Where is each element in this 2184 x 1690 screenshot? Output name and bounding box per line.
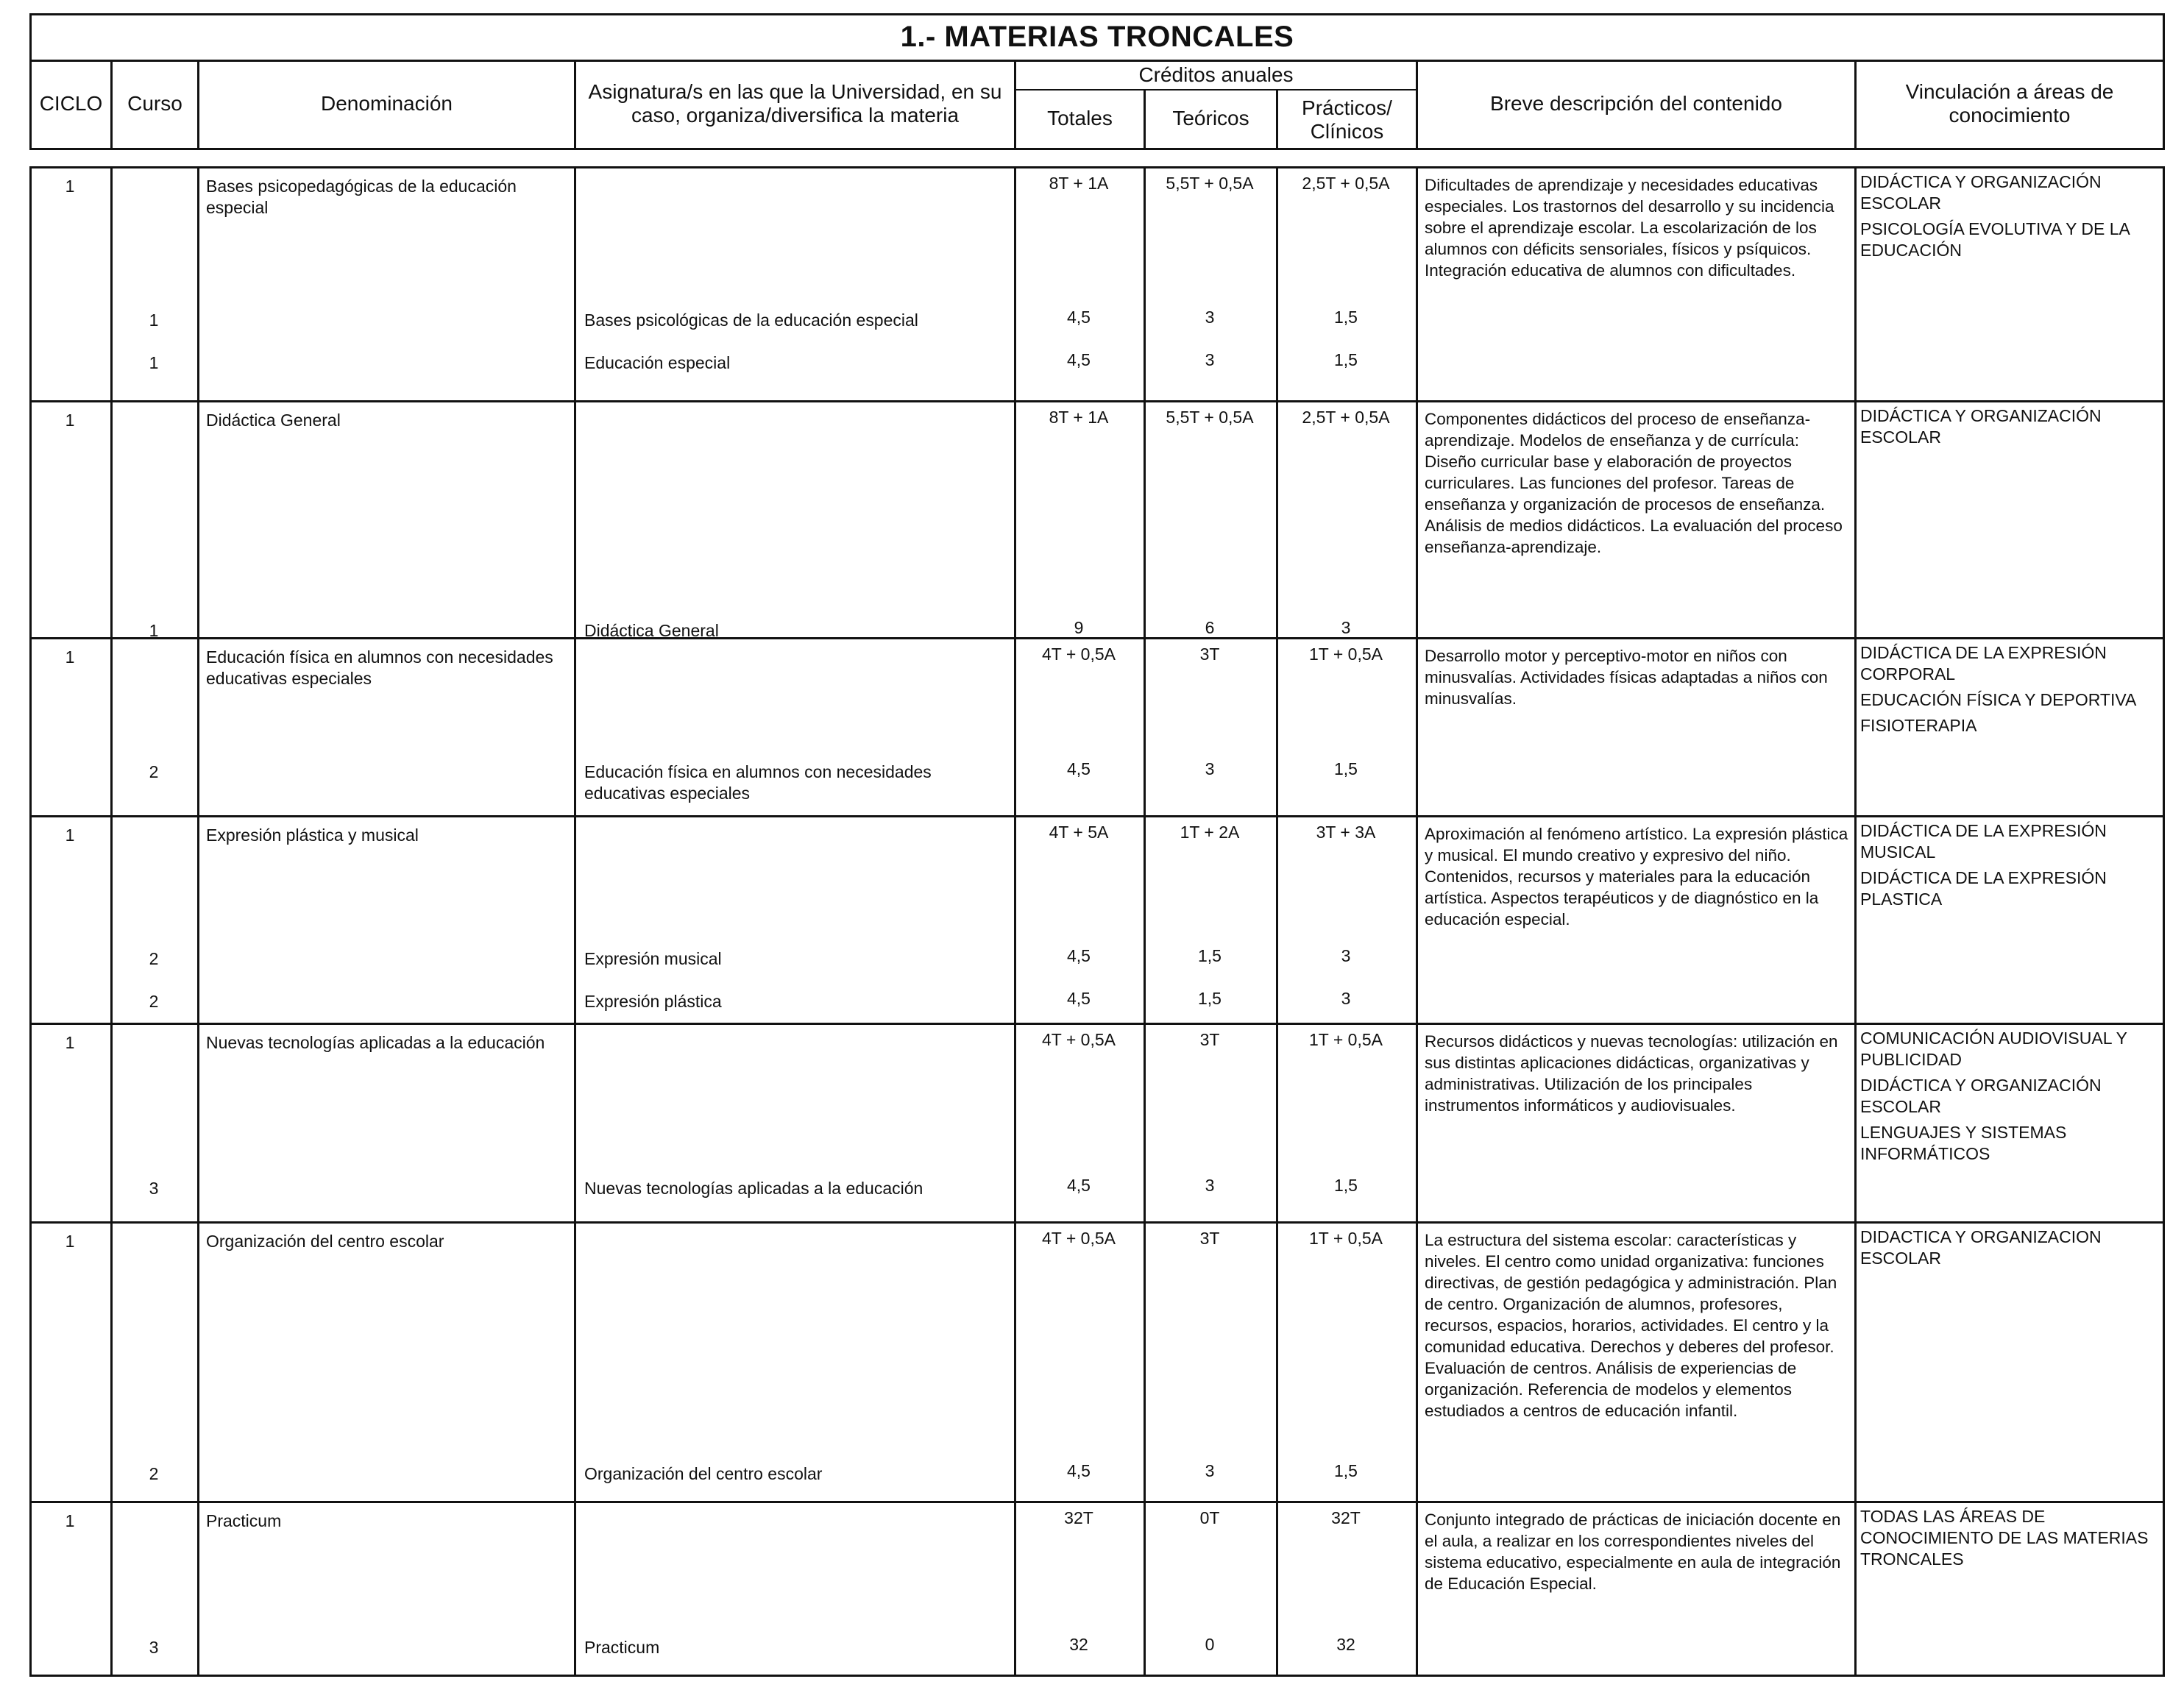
materia-areas xyxy=(1860,171,2162,266)
area-conocimiento: PSICOLOGÍA EVOLUTIVA Y DE LA EDUCACIÓN xyxy=(1860,219,2130,260)
materia-group xyxy=(29,1224,2165,1503)
column-divider xyxy=(1416,168,1418,400)
subject-totales: 4,5 xyxy=(1067,759,1091,778)
column-divider xyxy=(1144,402,1146,637)
column-divider xyxy=(1014,639,1016,815)
column-divider xyxy=(1854,1503,1857,1675)
materia-teoricos: 3T xyxy=(1199,645,1220,664)
materia-group xyxy=(29,402,2165,639)
subject-asignatura: Practicum xyxy=(584,1638,660,1657)
column-divider xyxy=(197,817,199,1023)
area-conocimiento: FISIOTERAPIA xyxy=(1860,716,1977,735)
header-teoricos: Teóricos xyxy=(1146,90,1278,148)
materia-descripcion: Desarrollo motor y perceptivo-motor en niños con minusvalías. Actividades físicas adaptadas a niños con minusvalías. xyxy=(1425,647,1828,708)
materia-ciclo: 1 xyxy=(65,647,75,667)
materia-denominacion: Nuevas tecnologías aplicadas a la educación xyxy=(206,1033,545,1052)
header-creditos: Créditos anuales xyxy=(1016,60,1418,90)
materia-ciclo: 1 xyxy=(65,1511,75,1530)
column-divider xyxy=(110,639,113,815)
column-divider xyxy=(110,402,113,637)
subject-asignatura: Bases psicológicas de la educación especial xyxy=(584,310,918,330)
column-divider xyxy=(29,1025,32,1221)
subject-teoricos: 6 xyxy=(1205,618,1215,637)
materia-descripcion: Aproximación al fenómeno artístico. La expresión plástica y musical. El mundo creativo y expresivo del niño. Contenidos, recursos y materiales para la educación artística. Aspectos terapéuticos y de diagnóstico en la educación especial. xyxy=(1425,825,1848,929)
column-divider xyxy=(1276,402,1278,637)
area-conocimiento: TODAS LAS ÁREAS DE CONOCIMIENTO DE LAS MATERIAS TRONCALES xyxy=(1860,1507,2149,1569)
subject-practicos: 32 xyxy=(1336,1635,1355,1654)
column-divider xyxy=(29,168,32,400)
area-conocimiento: EDUCACIÓN FÍSICA Y DEPORTIVA xyxy=(1860,690,2137,709)
column-divider xyxy=(1416,402,1418,637)
column-divider xyxy=(574,402,576,637)
materia-areas xyxy=(1860,820,2162,915)
subject-teoricos: 3 xyxy=(1205,350,1215,369)
materia-descripcion: Conjunto integrado de prácticas de iniciación docente en el aula, a realizar en los correspondientes niveles del sistema educativo, especialmente en aula de integración de Educación Especial. xyxy=(1425,1510,1841,1593)
materia-group xyxy=(29,1025,2165,1224)
materia-descripcion: Componentes didácticos del proceso de enseñanza-aprendizaje. Modelos de enseñanza y de currícula: Diseño curricular base y elaboración de proyectos curriculares. Las funciones del profesor. Tareas de enseñanza y organización de procesos de enseñanza. Análisis de medios didácticos. La evaluación del proceso enseñanza-aprendizaje. xyxy=(1425,410,1843,556)
materia-areas xyxy=(1860,1226,2162,1274)
column-divider xyxy=(2163,1503,2165,1675)
materia-teoricos: 5,5T + 0,5A xyxy=(1166,174,1254,193)
column-divider xyxy=(197,1503,199,1675)
column-divider xyxy=(1276,639,1278,815)
subject-curso: 1 xyxy=(149,621,159,640)
subject-curso: 2 xyxy=(149,949,159,968)
subject-curso: 1 xyxy=(149,310,159,330)
column-divider xyxy=(29,1224,32,1501)
column-divider xyxy=(2163,1224,2165,1501)
subject-practicos: 1,5 xyxy=(1334,1176,1358,1195)
table-body xyxy=(29,166,2165,1677)
column-divider xyxy=(1276,1224,1278,1501)
materia-denominacion: Organización del centro escolar xyxy=(206,1232,444,1251)
table-header xyxy=(29,13,2165,150)
materia-totales: 8T + 1A xyxy=(1049,408,1109,427)
column-divider xyxy=(2163,1025,2165,1221)
materia-ciclo: 1 xyxy=(65,177,75,196)
column-divider xyxy=(2163,168,2165,400)
column-divider xyxy=(110,1224,113,1501)
materia-teoricos: 5,5T + 0,5A xyxy=(1166,408,1254,427)
subject-practicos: 1,5 xyxy=(1334,308,1358,327)
subject-asignatura: Organización del centro escolar xyxy=(584,1464,823,1483)
column-divider xyxy=(574,1025,576,1221)
subject-teoricos: 0 xyxy=(1205,1635,1215,1654)
materia-group xyxy=(29,1503,2165,1677)
header-vinculacion: Vinculación a áreas de conocimiento xyxy=(1905,80,2114,127)
area-conocimiento: COMUNICACIÓN AUDIOVISUAL Y PUBLICIDAD xyxy=(1860,1029,2127,1069)
column-divider xyxy=(2163,817,2165,1023)
header-ciclo: CICLO xyxy=(32,60,113,148)
materia-teoricos: 3T xyxy=(1199,1229,1220,1248)
subject-teoricos: 1,5 xyxy=(1198,946,1222,965)
area-conocimiento: DIDACTICA Y ORGANIZACION ESCOLAR xyxy=(1860,1227,2102,1268)
materia-denominacion: Didáctica General xyxy=(206,411,341,430)
materia-ciclo: 1 xyxy=(65,1232,75,1251)
column-divider xyxy=(197,168,199,400)
materia-practicos: 1T + 0,5A xyxy=(1309,645,1383,664)
column-divider xyxy=(574,1224,576,1501)
column-divider xyxy=(1854,168,1857,400)
subject-asignatura: Educación física en alumnos con necesidades educativas especiales xyxy=(584,762,932,803)
column-divider xyxy=(1014,402,1016,637)
header-descripcion: Breve descripción del contenido xyxy=(1418,60,1857,148)
header-denominacion: Denominación xyxy=(199,60,576,148)
subject-asignatura: Expresión plástica xyxy=(584,992,722,1011)
column-divider xyxy=(574,639,576,815)
subject-totales: 4,5 xyxy=(1067,989,1091,1008)
materia-areas xyxy=(1860,1506,2162,1574)
column-divider xyxy=(1854,1224,1857,1501)
column-divider xyxy=(1144,1224,1146,1501)
subject-curso: 2 xyxy=(149,992,159,1011)
subject-practicos: 1,5 xyxy=(1334,350,1358,369)
header-curso: Curso xyxy=(113,60,199,148)
materia-totales: 32T xyxy=(1064,1508,1093,1527)
materia-practicos: 1T + 0,5A xyxy=(1309,1030,1383,1049)
column-divider xyxy=(1854,1025,1857,1221)
materia-denominacion: Bases psicopedagógicas de la educación especial xyxy=(206,177,517,217)
materia-group xyxy=(29,639,2165,817)
subject-practicos: 3 xyxy=(1341,989,1351,1008)
subject-totales: 4,5 xyxy=(1067,350,1091,369)
subject-practicos: 3 xyxy=(1341,618,1351,637)
subject-teoricos: 3 xyxy=(1205,308,1215,327)
column-divider xyxy=(1416,1224,1418,1501)
column-divider xyxy=(1854,817,1857,1023)
column-divider xyxy=(1014,1224,1016,1501)
materia-practicos: 32T xyxy=(1331,1508,1361,1527)
subject-asignatura: Expresión musical xyxy=(584,949,722,968)
subject-totales: 4,5 xyxy=(1067,308,1091,327)
materia-group xyxy=(29,817,2165,1025)
subject-totales: 4,5 xyxy=(1067,1461,1091,1480)
subject-curso: 1 xyxy=(149,353,159,372)
column-divider xyxy=(197,639,199,815)
area-conocimiento: DIDÁCTICA Y ORGANIZACIÓN ESCOLAR xyxy=(1860,172,2102,213)
column-divider xyxy=(197,1224,199,1501)
materia-descripcion: Recursos didácticos y nuevas tecnologías: utilización en sus distintas aplicaciones didácticas, organizativas y administrativas. Utilización de los principales instrumentos informáticos y audiovisuales. xyxy=(1425,1032,1838,1115)
subject-totales: 4,5 xyxy=(1067,1176,1091,1195)
subject-totales: 9 xyxy=(1074,618,1084,637)
page-title: 1.- MATERIAS TRONCALES xyxy=(32,15,2163,62)
column-divider xyxy=(29,817,32,1023)
column-divider xyxy=(1416,1503,1418,1675)
subject-curso: 3 xyxy=(149,1638,159,1657)
subject-teoricos: 3 xyxy=(1205,1461,1215,1480)
column-divider xyxy=(197,1025,199,1221)
materia-areas xyxy=(1860,405,2162,452)
subject-asignatura: Educación especial xyxy=(584,353,731,372)
subject-teoricos: 3 xyxy=(1205,759,1215,778)
materia-practicos: 3T + 3A xyxy=(1316,823,1376,842)
materia-denominacion: Expresión plástica y musical xyxy=(206,826,419,845)
materia-denominacion: Practicum xyxy=(206,1511,282,1530)
area-conocimiento: DIDÁCTICA DE LA EXPRESIÓN CORPORAL xyxy=(1860,643,2107,684)
column-divider xyxy=(1416,1025,1418,1221)
subject-asignatura: Didáctica General xyxy=(584,621,719,640)
materia-practicos: 2,5T + 0,5A xyxy=(1302,174,1390,193)
subject-practicos: 1,5 xyxy=(1334,1461,1358,1480)
subject-totales: 32 xyxy=(1069,1635,1088,1654)
materia-areas xyxy=(1860,642,2162,741)
materia-totales: 4T + 5A xyxy=(1049,823,1109,842)
subject-asignatura: Nuevas tecnologías aplicadas a la educación xyxy=(584,1179,923,1198)
column-divider xyxy=(574,168,576,400)
subject-teoricos: 1,5 xyxy=(1198,989,1222,1008)
column-divider xyxy=(1854,639,1857,815)
materia-totales: 4T + 0,5A xyxy=(1042,1030,1116,1049)
materia-denominacion: Educación física en alumnos con necesidades educativas especiales xyxy=(206,647,553,688)
materia-areas xyxy=(1860,1028,2162,1169)
area-conocimiento: DIDÁCTICA Y ORGANIZACIÓN ESCOLAR xyxy=(1860,1076,2102,1116)
materia-totales: 8T + 1A xyxy=(1049,174,1109,193)
area-conocimiento: LENGUAJES Y SISTEMAS INFORMÁTICOS xyxy=(1860,1123,2067,1163)
subject-teoricos: 3 xyxy=(1205,1176,1215,1195)
materia-ciclo: 1 xyxy=(65,1033,75,1052)
area-conocimiento: DIDÁCTICA DE LA EXPRESIÓN MUSICAL xyxy=(1860,821,2107,862)
materia-descripcion: La estructura del sistema escolar: características y niveles. El centro como unidad organizativa: funciones directivas, de gestión pedagógica y administración. Plan de centro. Organización de alumnos, profesores, recursos, espacios, horarios, actividades. El centro y la comunidad educativa. Derechos y deberes del profesor. Evaluación de centros. Análisis de experiencias de organización. Referencia de modelos y elementos estudiados a centros de educación infantil. xyxy=(1425,1231,1837,1420)
header-asignatura: Asignatura/s en las que la Universidad, en su caso, organiza/diversifica la materia xyxy=(576,60,1016,148)
area-conocimiento: DIDÁCTICA Y ORGANIZACIÓN ESCOLAR xyxy=(1860,406,2102,447)
area-conocimiento: DIDÁCTICA DE LA EXPRESIÓN PLASTICA xyxy=(1860,868,2107,909)
materia-ciclo: 1 xyxy=(65,826,75,845)
column-divider xyxy=(2163,639,2165,815)
column-divider xyxy=(1416,639,1418,815)
column-divider xyxy=(1144,639,1146,815)
subject-curso: 3 xyxy=(149,1179,159,1198)
column-divider xyxy=(29,402,32,637)
subject-totales: 4,5 xyxy=(1067,946,1091,965)
column-divider xyxy=(574,1503,576,1675)
materia-practicos: 2,5T + 0,5A xyxy=(1302,408,1390,427)
subject-practicos: 3 xyxy=(1341,946,1351,965)
materia-teoricos: 1T + 2A xyxy=(1180,823,1240,842)
materia-practicos: 1T + 0,5A xyxy=(1309,1229,1383,1248)
column-divider xyxy=(2163,402,2165,637)
materia-descripcion: Dificultades de aprendizaje y necesidades educativas especiales. Los trastornos del desarrollo y su incidencia sobre el aprendizaje escolar. La escolarización de los alumnos con déficits sensoriales, físicos y psíquicos. Integración educativa de alumnos con dificultades. xyxy=(1425,176,1834,280)
materia-group xyxy=(29,168,2165,402)
materia-teoricos: 3T xyxy=(1199,1030,1220,1049)
materia-totales: 4T + 0,5A xyxy=(1042,1229,1116,1248)
column-divider xyxy=(574,817,576,1023)
materia-teoricos: 0T xyxy=(1199,1508,1220,1527)
header-practicos: Prácticos/ Clínicos xyxy=(1278,90,1418,148)
column-divider xyxy=(1416,817,1418,1023)
materia-totales: 4T + 0,5A xyxy=(1042,645,1116,664)
materia-ciclo: 1 xyxy=(65,411,75,430)
column-divider xyxy=(1854,402,1857,637)
subject-curso: 2 xyxy=(149,762,159,781)
header-totales: Totales xyxy=(1016,90,1146,148)
column-divider xyxy=(197,402,199,637)
subject-curso: 2 xyxy=(149,1464,159,1483)
document-sheet xyxy=(29,13,2171,1657)
subject-practicos: 1,5 xyxy=(1334,759,1358,778)
